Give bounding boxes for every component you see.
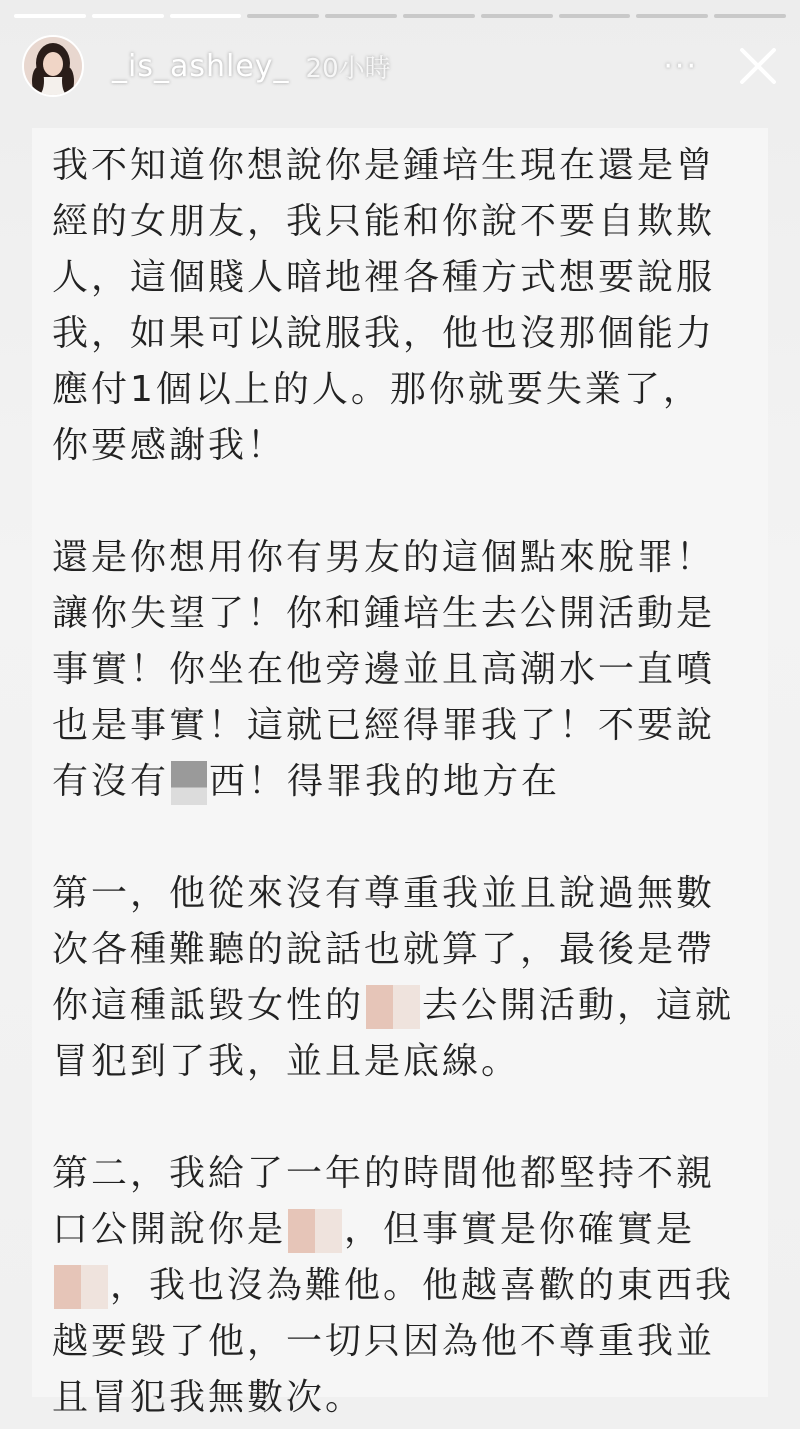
- censor-block: [54, 1265, 108, 1309]
- text-line: 你要感謝我！: [52, 425, 287, 466]
- text-line: 第一，他從來沒有尊重我並且說過無數: [52, 873, 716, 914]
- progress-segment: [636, 14, 708, 18]
- story-text-card: [32, 128, 768, 1418]
- text-segment: 你這種詆毀女性的: [52, 985, 365, 1026]
- paragraph: [52, 530, 772, 810]
- text-line: 讓你失望了！你和鍾培生去公開活動是: [52, 593, 716, 634]
- progress-segment: [247, 14, 319, 18]
- story-progress-bar: [14, 14, 786, 18]
- progress-segment: [481, 14, 553, 18]
- paragraph: [52, 866, 772, 1090]
- paragraph: [52, 1146, 772, 1426]
- progress-segment: [325, 14, 397, 18]
- text-line: 我不知道你想說你是鍾培生現在還是曾: [52, 145, 716, 186]
- avatar-image: [24, 37, 82, 95]
- timestamp: 20小時: [305, 53, 391, 84]
- text-line: 還是你想用你有男友的這個點來脫罪！: [52, 537, 716, 578]
- progress-segment: [714, 14, 786, 18]
- text-segment: 西！得罪我的地方在: [209, 761, 561, 802]
- text-line: [52, 1202, 772, 1258]
- text-line: [52, 754, 772, 810]
- story-text: [52, 138, 772, 1426]
- avatar[interactable]: [22, 35, 84, 97]
- text-line: [52, 1258, 772, 1314]
- username[interactable]: _is_ashley_: [112, 48, 290, 84]
- text-line: 冒犯到了我，並且是底線。: [52, 1041, 521, 1082]
- censor-block: [171, 761, 207, 805]
- more-dots-icon[interactable]: ···: [663, 48, 698, 84]
- text-line: 越要毀了他，一切只因為他不尊重我並: [52, 1321, 716, 1362]
- progress-segment: [559, 14, 631, 18]
- progress-segment: [92, 14, 164, 18]
- text-line: 事實！你坐在他旁邊並且高潮水一直噴: [52, 649, 716, 690]
- story-header: [22, 36, 778, 96]
- text-line: 應付1個以上的人。那你就要失業了，: [52, 369, 702, 410]
- text-line: [52, 978, 772, 1034]
- text-line: 且冒犯我無數次。: [52, 1377, 365, 1418]
- text-segment: ，我也沒為難他。他越喜歡的東西我: [110, 1265, 735, 1306]
- text-segment: 有沒有: [52, 761, 170, 802]
- text-line: 人，這個賤人暗地裡各種方式想要說服: [52, 257, 716, 298]
- text-line: 我，如果可以說服我，他也沒那個能力: [52, 313, 716, 354]
- censor-block: [366, 985, 420, 1029]
- progress-segment: [403, 14, 475, 18]
- progress-segment: [14, 14, 86, 18]
- text-line: 經的女朋友，我只能和你說不要自欺欺: [52, 201, 716, 242]
- text-line: 第二，我給了一年的時間他都堅持不親: [52, 1153, 716, 1194]
- paragraph: [52, 138, 772, 474]
- text-line: 次各種難聽的說話也就算了，最後是帶: [52, 929, 716, 970]
- censor-block: [288, 1209, 342, 1253]
- text-segment: 口公開說你是: [52, 1209, 287, 1250]
- close-icon[interactable]: [738, 46, 778, 86]
- text-segment: ，但事實是你確實是: [344, 1209, 696, 1250]
- text-line: 也是事實！這就已經得罪我了！不要說: [52, 705, 716, 746]
- progress-segment: [170, 14, 242, 18]
- text-segment: 去公開活動，這就: [422, 985, 735, 1026]
